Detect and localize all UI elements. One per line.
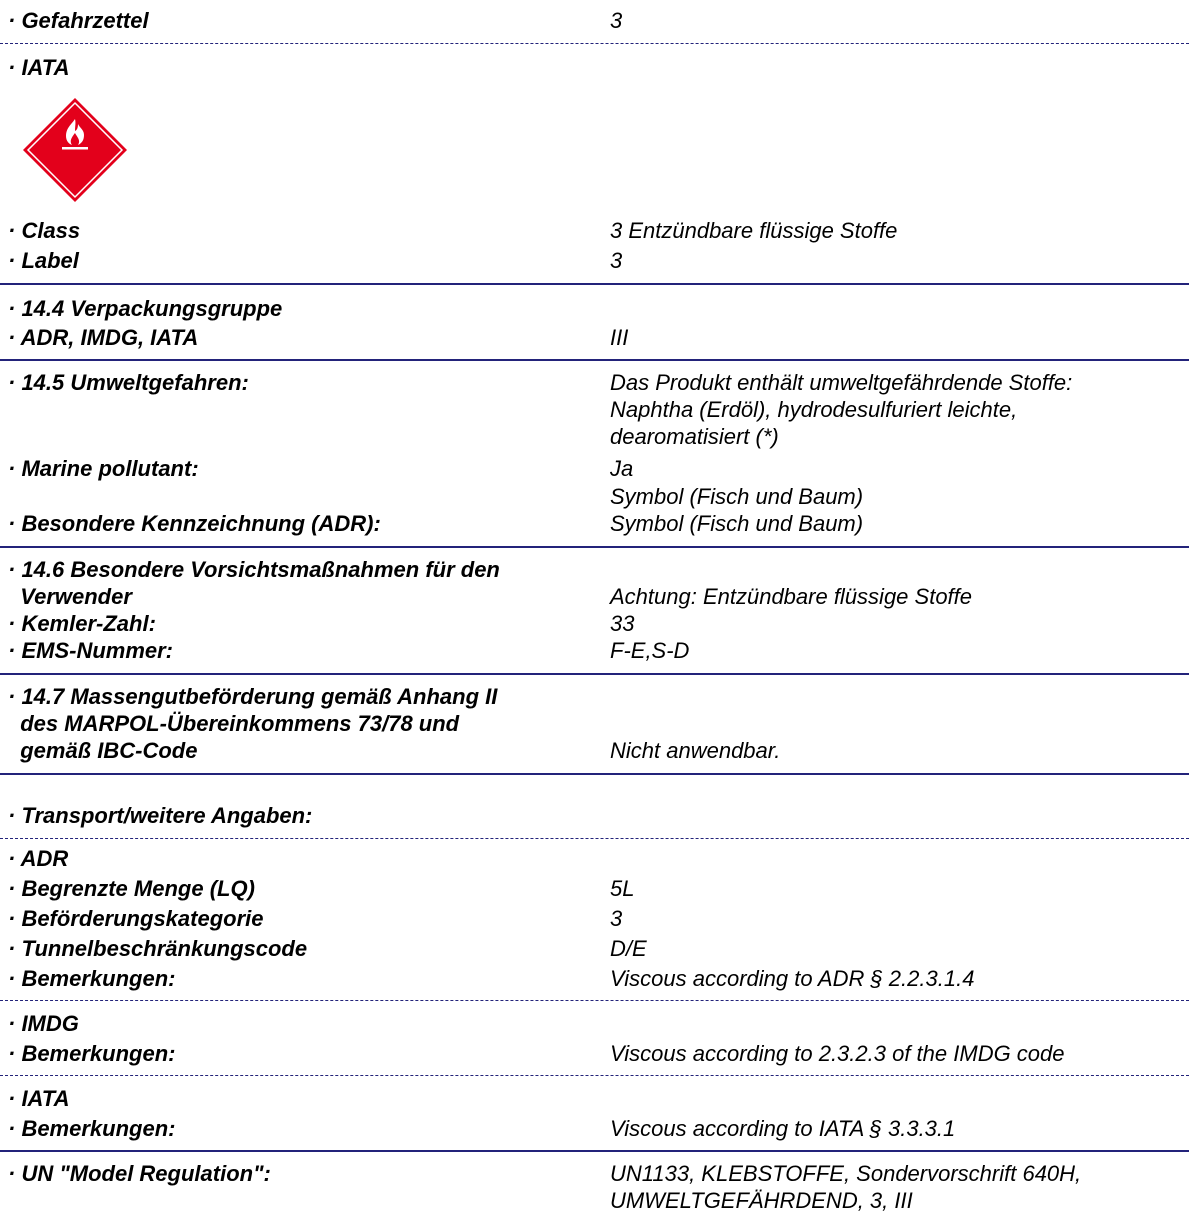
label-label: · Label <box>8 248 79 273</box>
dashed-divider <box>0 838 1189 839</box>
solid-divider <box>0 1150 1189 1152</box>
label-marine-pollutant: · Marine pollutant: <box>8 456 199 481</box>
label-ems: · EMS-Nummer: <box>8 638 174 663</box>
value-class: 3 Entzündbare flüssige Stoffe <box>610 218 898 243</box>
value-adr-remarks: Viscous according to ADR § 2.2.3.1.4 <box>610 966 975 991</box>
label-un-model: · UN "Model Regulation": <box>8 1161 271 1186</box>
label-adr-imdg-iata: · ADR, IMDG, IATA <box>8 325 199 350</box>
label-imdg-remarks: · Bemerkungen: <box>8 1041 176 1066</box>
solid-divider <box>0 546 1189 548</box>
value-env-hazards-line-3: dearomatisiert (*) <box>610 424 779 449</box>
label-env-hazards: · 14.5 Umweltgefahren: <box>8 370 249 395</box>
value-tunnel-code: D/E <box>610 936 647 961</box>
value-un-model-line-1: UN1133, KLEBSTOFFE, Sondervorschrift 640H, <box>610 1161 1082 1186</box>
value-adr-imdg-iata: III <box>610 325 629 350</box>
dashed-divider <box>0 1075 1189 1076</box>
label-class: · Class <box>8 218 81 243</box>
label-lq: · Begrenzte Menge (LQ) <box>8 876 255 901</box>
label-special-marking: · Besondere Kennzeichnung (ADR): <box>8 511 381 536</box>
label-iata: · IATA <box>8 55 70 80</box>
label-precautions-line-2: Verwender <box>8 584 132 609</box>
solid-divider <box>0 773 1189 775</box>
value-lq: 5L <box>610 876 635 901</box>
label-precautions-line-1: · 14.6 Besondere Vorsichtsmaßnahmen für den <box>8 557 500 582</box>
dashed-divider <box>0 43 1189 44</box>
value-precautions: Achtung: Entzündbare flüssige Stoffe <box>610 584 973 609</box>
value-marine-pollutant-line-1: Ja <box>610 456 634 481</box>
value-special-marking: Symbol (Fisch und Baum) <box>610 511 864 536</box>
label-transport-more: · Transport/weitere Angaben: <box>8 803 313 828</box>
value-gefahrzettel: 3 <box>610 8 623 33</box>
solid-divider <box>0 283 1189 285</box>
value-un-model-line-2: UMWELTGEFÄHRDEND, 3, III <box>610 1188 913 1213</box>
value-env-hazards-line-1: Das Produkt enthält umweltgefährdende Stoffe: <box>610 370 1073 395</box>
label-kemler: · Kemler-Zahl: <box>8 611 156 636</box>
value-imdg-remarks: Viscous according to 2.3.2.3 of the IMDG code <box>610 1041 1065 1066</box>
solid-divider <box>0 673 1189 675</box>
label-marpol-line-2: des MARPOL-Übereinkommens 73/78 und <box>8 711 460 736</box>
value-kemler: 33 <box>610 611 635 636</box>
flammable-liquid-class-3-icon <box>22 97 128 203</box>
dashed-divider <box>0 1000 1189 1001</box>
value-ems: F-E,S-D <box>610 638 690 663</box>
value-label: 3 <box>610 248 623 273</box>
value-env-hazards-line-2: Naphtha (Erdöl), hydrodesulfuriert leichte, <box>610 397 1018 422</box>
label-marpol-line-3: gemäß IBC-Code <box>8 738 198 763</box>
label-iata2: · IATA <box>8 1086 70 1111</box>
label-iata-remarks: · Bemerkungen: <box>8 1116 176 1141</box>
value-transport-category: 3 <box>610 906 623 931</box>
label-tunnel-code: · Tunnelbeschränkungscode <box>8 936 308 961</box>
label-adr-remarks: · Bemerkungen: <box>8 966 176 991</box>
value-marine-pollutant-line-2: Symbol (Fisch und Baum) <box>610 484 864 509</box>
label-packing-group: · 14.4 Verpackungsgruppe <box>8 296 283 321</box>
label-imdg: · IMDG <box>8 1011 79 1036</box>
label-marpol-line-1: · 14.7 Massengutbeförderung gemäß Anhang II <box>8 684 498 709</box>
label-adr: · ADR <box>8 846 69 871</box>
value-iata-remarks: Viscous according to IATA § 3.3.3.1 <box>610 1116 956 1141</box>
label-transport-category: · Beförderungskategorie <box>8 906 264 931</box>
value-marpol: Nicht anwendbar. <box>610 738 781 763</box>
solid-divider <box>0 359 1189 361</box>
label-gefahrzettel: · Gefahrzettel <box>8 8 149 33</box>
